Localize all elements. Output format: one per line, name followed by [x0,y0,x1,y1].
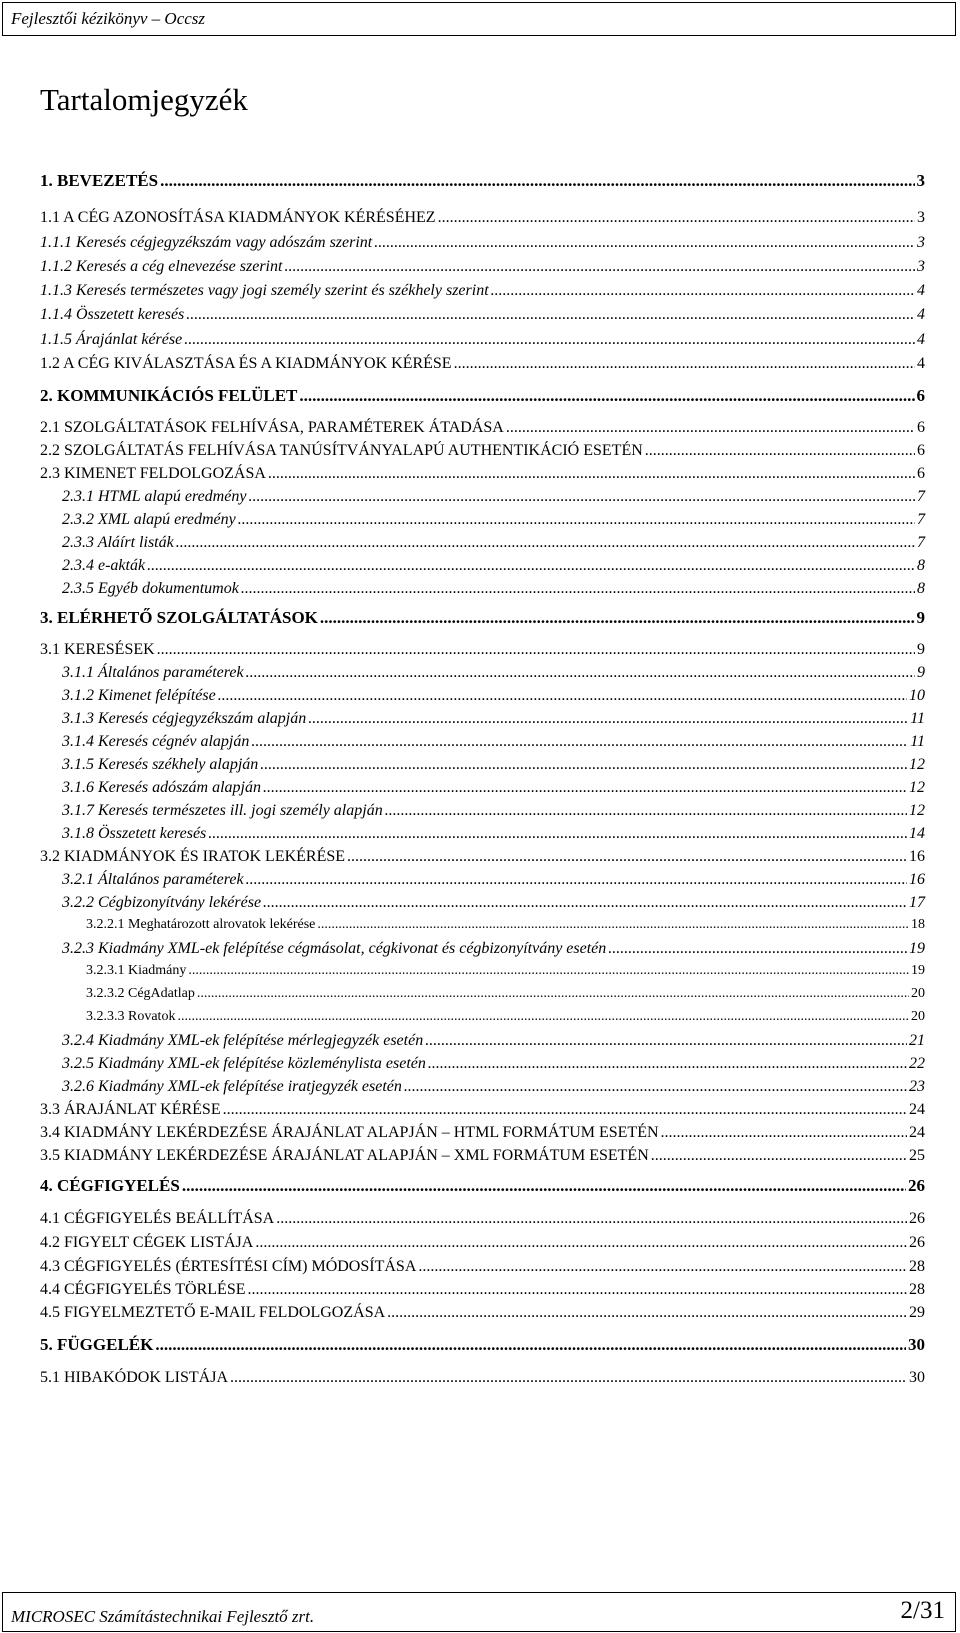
toc-page-number: 22 [909,1055,925,1072]
toc-dot-leader [491,282,915,300]
toc-entry[interactable] [62,534,925,552]
toc-entry[interactable] [40,1304,925,1322]
toc-entry-title: 2.3 KIMENET FELDOLGOZÁSA [40,465,266,482]
toc-dot-leader [418,1258,907,1276]
toc-page-number: 28 [909,1258,925,1275]
toc-page-number: 23 [909,1078,925,1095]
toc-entry-title: 1.1 A CÉG AZONOSÍTÁSA KIADMÁNYOK KÉRÉSÉHEZ [40,209,436,226]
toc-page-number: 26 [909,1234,925,1251]
toc-entry[interactable] [40,282,925,300]
toc-entry-title: 4.2 FIGYELT CÉGEK LISTÁJA [40,1234,254,1251]
toc-dot-leader [268,465,915,483]
toc-entry-title: 3.1.7 Keresés természetes ill. jogi személy alapján [62,802,383,819]
toc-page-number: 21 [909,1032,925,1049]
toc-entry-title: 1. BEVEZETÉS [40,171,159,190]
toc-page-number: 24 [909,1101,925,1118]
toc-entry[interactable] [86,1009,925,1025]
toc-page-number: 3 [917,234,925,251]
toc-page-number: 9 [917,641,925,658]
toc-page-number: 3 [917,209,925,226]
toc-entry[interactable] [40,1281,925,1299]
toc-page-number: 6 [916,386,925,405]
toc-entry[interactable] [62,511,925,529]
toc-entry[interactable] [40,209,925,227]
toc-page-number: 6 [917,465,925,482]
toc-entry[interactable] [40,1124,925,1142]
toc-entry-title: 4.5 FIGYELMEZTETŐ E-MAIL FELDOLGOZÁSA [40,1304,386,1321]
toc-entry-title: 3. ELÉRHETŐ SZOLGÁLTATÁSOK [40,608,318,627]
toc-entry[interactable] [40,258,925,276]
toc-entry-title: 3.2.3.3 Rovatok [86,1009,176,1024]
toc-entry[interactable] [86,963,925,979]
toc-entry-title: 2.3.3 Aláírt listák [62,534,174,551]
toc-dot-leader [284,258,915,276]
toc-entry[interactable] [86,917,925,933]
toc-entry-title: 2.3.1 HTML alapú eredmény [62,488,247,505]
toc-dot-leader [428,1055,907,1073]
toc-dot-leader [608,940,907,958]
toc-dot-leader [251,733,908,751]
toc-entry-title: 4.4 CÉGFIGYELÉS TÖRLÉSE [40,1281,246,1298]
toc-entry[interactable] [40,1210,925,1228]
toc-dot-leader [347,848,907,866]
page-number: 2/31 [900,1597,945,1624]
toc-dot-leader [223,1101,907,1119]
toc-dot-leader [186,306,915,324]
toc-entry-title: 3.1.5 Keresés székhely alapján [62,756,259,773]
toc-entry-title: 1.1.2 Keresés a cég elnevezése szerint [40,258,283,275]
toc-entry-title: 3.4 KIADMÁNY LEKÉRDEZÉSE ÁRAJÁNLAT ALAPJÁN – HTML FORMÁTUM ESETÉN [40,1124,659,1141]
toc-page-number: 16 [909,848,925,865]
toc-page-number: 14 [909,825,925,842]
toc-page-number: 16 [909,871,925,888]
toc-page-number: 25 [909,1147,925,1164]
toc-entry-title: 3.2.2.1 Meghatározott alrovatok lekérése [86,917,316,932]
toc-entry[interactable] [40,1234,925,1252]
toc-dot-leader [182,1176,906,1196]
toc-entry[interactable] [40,1369,925,1387]
toc-page-number: 10 [909,687,925,704]
toc-entry-title: 3.2.3.1 Kiadmány [86,963,187,978]
toc-entry-title: 4.3 CÉGFIGYELÉS (ÉRTESÍTÉSI CÍM) MÓDOSÍTÁSA [40,1258,417,1275]
toc-dot-leader [263,779,907,797]
toc-entry[interactable] [62,664,925,682]
toc-entry[interactable] [40,306,925,324]
toc-dot-leader [188,963,909,979]
toc-dot-leader [208,825,907,843]
toc-page-number: 30 [909,1369,925,1386]
toc-entry-title: 3.1.1 Általános paraméterek [62,664,244,681]
toc-entry-title: 3.5 KIADMÁNY LEKÉRDEZÉSE ÁRAJÁNLAT ALAPJÁN – XML FORMÁTUM ESETÉN [40,1147,649,1164]
toc-page-number: 11 [910,710,925,727]
toc-dot-leader [506,419,915,437]
toc-entry[interactable] [62,894,925,912]
toc-dot-leader [160,171,914,191]
toc-entry-title: 3.2.2 Cégbizonyítvány lekérése [62,894,262,911]
toc-dot-leader [230,1369,907,1387]
toc-page-number: 18 [911,917,925,932]
header-title: Fejlesztői kézikönyv – Occsz [11,9,206,28]
toc-entry[interactable] [62,779,925,797]
toc-entry-title: 1.1.4 Összetett keresés [40,306,185,323]
toc-page-number: 3 [916,171,925,190]
toc-entry[interactable] [40,355,925,373]
toc-entry-title: 3.2.3 Kiadmány XML-ek felépítése cégmásolat, cégkivonat és cégbizonyítvány esetén [62,940,607,957]
toc-dot-leader [147,557,915,575]
toc-entry[interactable] [40,1147,925,1165]
toc-page-number: 7 [917,534,925,551]
toc-dot-leader [184,331,915,349]
toc-entry-title: 3.1.8 Összetett keresés [62,825,207,842]
toc-entry[interactable] [62,756,925,774]
toc-dot-leader [177,1009,909,1025]
toc-dot-leader [276,1210,907,1228]
toc-entry[interactable] [40,848,925,866]
toc-page-number: 8 [917,580,925,597]
toc-entry[interactable] [40,331,925,349]
toc-page-number: 11 [910,733,925,750]
toc-dot-leader [651,1147,907,1165]
toc-entry[interactable] [62,1032,925,1050]
toc-entry-title: 1.1.5 Árajánlat kérése [40,331,183,348]
toc-dot-leader [197,986,909,1002]
toc-entry-title: 5.1 HIBAKÓDOK LISTÁJA [40,1369,228,1386]
toc-entry-title: 3.1.2 Kimenet felépítése [62,687,216,704]
toc-entry[interactable] [62,687,925,705]
toc-dot-leader [176,534,915,552]
toc-entry-title: 2. KOMMUNIKÁCIÓS FELÜLET [40,386,298,405]
toc-entry-title: 3.2.6 Kiadmány XML-ek felépítése iratjegyzék esetén [62,1078,402,1095]
toc-entry[interactable] [62,580,925,598]
toc-dot-leader [385,802,907,820]
toc-entry[interactable] [62,1078,925,1096]
toc-entry[interactable] [40,386,925,406]
toc-page-number: 30 [908,1335,925,1354]
toc-page-number: 26 [908,1176,925,1195]
toc-page-number: 20 [911,986,925,1001]
toc-page-number: 6 [917,442,925,459]
toc-entry[interactable] [40,419,925,437]
toc-dot-leader [661,1124,907,1142]
toc-entry[interactable] [62,825,925,843]
toc-page-number: 12 [909,779,925,796]
toc-entry[interactable] [40,608,925,628]
toc-dot-leader [425,1032,907,1050]
page-title: Tartalomjegyzék [40,82,248,117]
toc-entry[interactable] [40,641,925,659]
toc-page-number: 6 [917,419,925,436]
toc-entry-title: 3.1.6 Keresés adószám alapján [62,779,261,796]
toc-entry-title: 2.3.5 Egyéb dokumentumok [62,580,239,597]
toc-page-number: 4 [917,306,925,323]
toc-entry[interactable] [40,1335,925,1355]
toc-entry[interactable] [62,488,925,506]
toc-dot-leader [387,1304,907,1322]
toc-entry-title: 2.1 SZOLGÁLTATÁSOK FELHÍVÁSA, PARAMÉTEREK ÁTADÁSA [40,419,504,436]
toc-dot-leader [218,687,907,705]
toc-page-number: 17 [909,894,925,911]
toc-entry[interactable] [62,802,925,820]
toc-dot-leader [238,511,915,529]
toc-entry-title: 3.3 ÁRAJÁNLAT KÉRÉSE [40,1101,221,1118]
toc-entry[interactable] [40,442,925,460]
toc-entry[interactable] [40,1176,925,1196]
toc-entry-title: 5. FÜGGELÉK [40,1335,154,1354]
toc-entry-title: 3.1.3 Keresés cégjegyzékszám alapján [62,710,307,727]
toc-page-number: 3 [917,258,925,275]
toc-entry[interactable] [62,1055,925,1073]
toc-page-number: 12 [909,756,925,773]
toc-entry-title: 3.2.3.2 CégAdatlap [86,986,195,1001]
toc-page-number: 9 [916,608,925,627]
toc-entry[interactable] [86,986,925,1002]
toc-dot-leader [404,1078,907,1096]
toc-dot-leader [246,871,907,889]
toc-page-number: 8 [917,557,925,574]
toc-page-number: 20 [911,1009,925,1024]
toc-entry[interactable] [62,871,925,889]
footer-company: MICROSEC Számítástechnikai Fejlesztő zrt. [11,1607,315,1626]
toc-page-number: 4 [917,355,925,372]
toc-dot-leader [308,710,908,728]
toc-dot-leader [246,664,915,682]
toc-entry[interactable] [62,557,925,575]
toc-entry[interactable] [40,1101,925,1119]
toc-page-number: 19 [909,940,925,957]
toc-page-number: 7 [917,488,925,505]
toc-entry-title: 1.1.3 Keresés természetes vagy jogi személy szerint és székhely szerint [40,282,489,299]
toc-entry-title: 3.2.5 Kiadmány XML-ek felépítése közleménylista esetén [62,1055,426,1072]
toc-dot-leader [320,608,915,628]
toc-dot-leader [299,386,914,406]
toc-page-number: 4 [917,282,925,299]
toc-entry[interactable] [40,465,925,483]
toc-page-number: 7 [917,511,925,528]
toc-dot-leader [248,488,915,506]
toc-entry[interactable] [40,1258,925,1276]
toc-dot-leader [645,442,915,460]
toc-dot-leader [241,580,915,598]
toc-entry[interactable] [62,733,925,751]
toc-entry-title: 2.3.2 XML alapú eredmény [62,511,236,528]
toc-page-number: 26 [909,1210,925,1227]
toc-entry-title: 2.3.4 e-akták [62,557,146,574]
toc-entry-title: 3.1 KERESÉSEK [40,641,155,658]
toc-entry-title: 3.2 KIADMÁNYOK ÉS IRATOK LEKÉRÉSE [40,848,346,865]
toc-entry[interactable] [62,710,925,728]
toc-dot-leader [454,355,915,373]
toc-dot-leader [374,234,915,252]
toc-dot-leader [260,756,907,774]
toc-entry-title: 2.2 SZOLGÁLTATÁS FELHÍVÁSA TANÚSÍTVÁNYALAPÚ AUTHENTIKÁCIÓ ESETÉN [40,442,643,459]
toc-page-number: 19 [911,963,925,978]
toc-page-number: 28 [909,1281,925,1298]
toc-entry[interactable] [40,234,925,252]
toc-page-number: 24 [909,1124,925,1141]
toc-entry-title: 3.2.1 Általános paraméterek [62,871,244,888]
page-footer [2,1592,956,1632]
toc-dot-leader [438,209,915,227]
toc-dot-leader [255,1234,907,1252]
toc-entry-title: 3.2.4 Kiadmány XML-ek felépítése mérlegjegyzék esetén [62,1032,424,1049]
toc-entry-title: 4. CÉGFIGYELÉS [40,1176,180,1195]
toc-dot-leader [157,641,915,659]
toc-page-number: 9 [917,664,925,681]
toc-page-number: 4 [917,331,925,348]
toc-page-number: 12 [909,802,925,819]
toc-entry[interactable] [40,171,925,191]
toc-dot-leader [317,917,909,933]
toc-entry-title: 4.1 CÉGFIGYELÉS BEÁLLÍTÁSA [40,1210,275,1227]
toc-entry[interactable] [62,940,925,958]
toc-dot-leader [263,894,907,912]
toc-entry-title: 1.1.1 Keresés cégjegyzékszám vagy adószám szerint [40,234,373,251]
toc-dot-leader [247,1281,907,1299]
toc-page-number: 29 [909,1304,925,1321]
toc-entry-title: 1.2 A CÉG KIVÁLASZTÁSA ÉS A KIADMÁNYOK KÉRÉSE [40,355,452,372]
toc-dot-leader [155,1335,906,1355]
toc-entry-title: 3.1.4 Keresés cégnév alapján [62,733,250,750]
